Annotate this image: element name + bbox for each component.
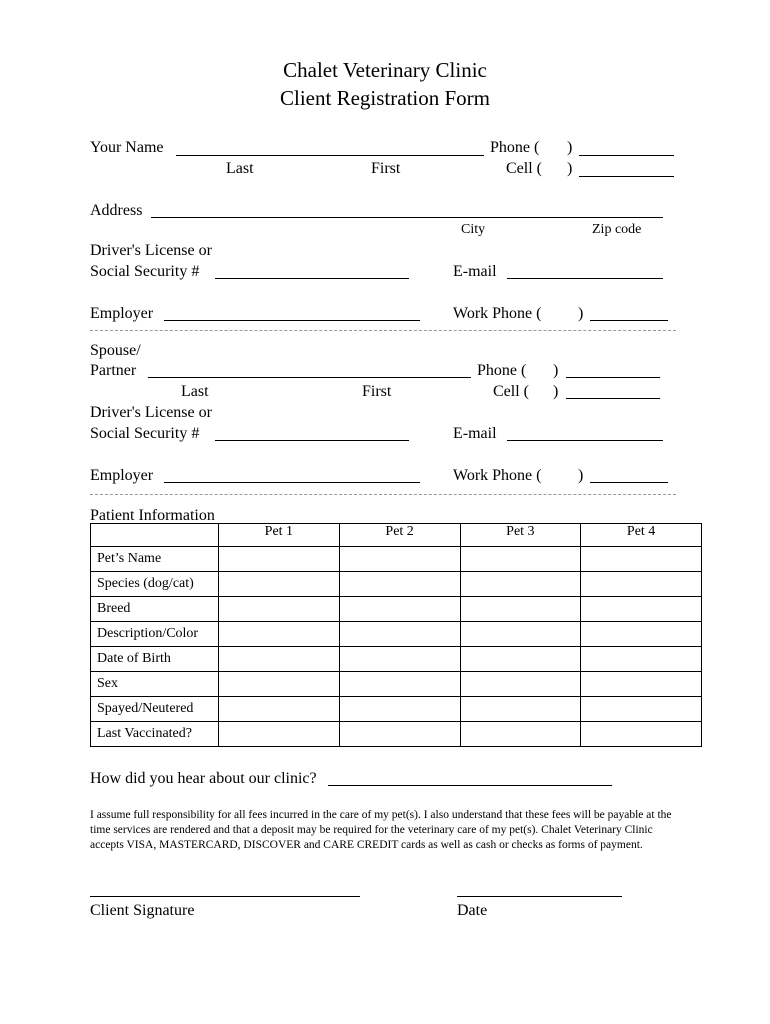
table-cell[interactable] <box>339 572 460 597</box>
spouse-employer-field[interactable] <box>164 482 420 483</box>
employer-label: Employer <box>90 305 154 322</box>
license-label-line1: Driver's License or <box>90 242 212 259</box>
spouse-name-field[interactable] <box>148 377 471 378</box>
table-row <box>91 572 702 597</box>
table-cell[interactable] <box>339 697 460 722</box>
table-cell[interactable] <box>219 547 340 572</box>
table-cell[interactable] <box>219 647 340 672</box>
spouse-email-field[interactable] <box>507 440 663 441</box>
phone-field[interactable] <box>579 155 674 156</box>
cell-paren-close: ) <box>567 160 573 177</box>
spouse-phone-label: Phone ( <box>477 362 527 379</box>
table-cell[interactable] <box>460 547 581 572</box>
table-cell[interactable] <box>460 647 581 672</box>
referral-question: How did you hear about our clinic? <box>90 770 317 787</box>
spouse-cell-paren-close: ) <box>553 383 559 400</box>
date-label: Date <box>457 902 488 919</box>
table-cell[interactable] <box>581 647 702 672</box>
column-header-pet-4: Pet 4 <box>581 524 702 547</box>
spouse-license-label-line2: Social Security # <box>90 425 200 442</box>
zip-label: Zip code <box>592 222 642 237</box>
address-label: Address <box>90 202 143 219</box>
work-phone-paren-close: ) <box>578 305 584 322</box>
row-label-last-vaccinated: Last Vaccinated? <box>91 722 219 747</box>
last-name-label: Last <box>226 160 254 177</box>
section-divider <box>90 494 676 495</box>
table-cell[interactable] <box>581 722 702 747</box>
column-header-pet-2: Pet 2 <box>339 524 460 547</box>
table-row <box>91 622 702 647</box>
table-cell[interactable] <box>219 722 340 747</box>
table-cell[interactable] <box>460 597 581 622</box>
table-cell[interactable] <box>581 622 702 647</box>
table-cell[interactable] <box>581 672 702 697</box>
email-label: E-mail <box>453 263 497 280</box>
table-row <box>91 647 702 672</box>
table-cell[interactable] <box>581 697 702 722</box>
work-phone-label: Work Phone ( <box>453 305 542 322</box>
table-cell[interactable] <box>339 622 460 647</box>
address-field[interactable] <box>151 217 663 218</box>
row-label-spayed-neutered: Spayed/Neutered <box>91 697 219 722</box>
city-label: City <box>461 222 486 237</box>
row-label-breed: Breed <box>91 597 219 622</box>
table-cell[interactable] <box>219 597 340 622</box>
spouse-first-label: First <box>362 383 392 400</box>
client-signature-label: Client Signature <box>90 902 195 919</box>
spouse-employer-label: Employer <box>90 467 154 484</box>
row-label-species: Species (dog/cat) <box>91 572 219 597</box>
table-cell[interactable] <box>339 647 460 672</box>
row-label-description: Description/Color <box>91 622 219 647</box>
column-header-pet-1: Pet 1 <box>219 524 340 547</box>
table-cell[interactable] <box>339 597 460 622</box>
table-cell[interactable] <box>219 572 340 597</box>
spouse-phone-paren-close: ) <box>553 362 559 379</box>
row-label-sex: Sex <box>91 672 219 697</box>
table-cell[interactable] <box>581 572 702 597</box>
work-phone-field[interactable] <box>590 320 668 321</box>
table-cell[interactable] <box>219 622 340 647</box>
form-title: Chalet Veterinary Clinic <box>283 58 487 82</box>
table-cell[interactable] <box>460 572 581 597</box>
table-cell[interactable] <box>339 672 460 697</box>
row-label-pet-name: Pet’s Name <box>91 547 219 572</box>
form-subtitle: Client Registration Form <box>280 86 490 110</box>
spouse-work-phone-label: Work Phone ( <box>453 467 542 484</box>
table-cell[interactable] <box>581 547 702 572</box>
patient-info-heading: Patient Information <box>90 507 215 524</box>
your-name-field[interactable] <box>176 155 484 156</box>
phone-paren-close: ) <box>567 139 573 156</box>
table-row <box>91 672 702 697</box>
disclaimer-text: I assume full responsibility for all fees incurred in the care of my pet(s). I also understand that these fees will be payable at the time services are rendered and that a deposit may be required for the veterinary care of my pet(s). Chalet Veterinary Clinic accepts VISA, MASTERCARD, DISCOVER and CARE CREDIT cards as well as cash or checks as forms of payment. <box>90 809 672 851</box>
your-name-label: Your Name <box>90 139 164 156</box>
table-cell[interactable] <box>460 672 581 697</box>
first-name-label: First <box>371 160 401 177</box>
spouse-license-field[interactable] <box>215 440 409 441</box>
column-header-pet-3: Pet 3 <box>460 524 581 547</box>
section-divider <box>90 330 676 331</box>
table-cell[interactable] <box>460 622 581 647</box>
row-label-date-of-birth: Date of Birth <box>91 647 219 672</box>
spouse-work-phone-paren-close: ) <box>578 467 584 484</box>
client-signature-line[interactable] <box>90 896 360 897</box>
table-cell[interactable] <box>460 697 581 722</box>
table-cell[interactable] <box>219 697 340 722</box>
table-cell[interactable] <box>339 722 460 747</box>
license-label-line2: Social Security # <box>90 263 200 280</box>
table-cell[interactable] <box>581 597 702 622</box>
email-field[interactable] <box>507 278 663 279</box>
table-cell[interactable] <box>219 672 340 697</box>
spouse-phone-field[interactable] <box>566 377 660 378</box>
spouse-email-label: E-mail <box>453 425 497 442</box>
table-row <box>91 547 702 572</box>
license-field[interactable] <box>215 278 409 279</box>
table-corner-cell <box>91 524 219 547</box>
spouse-label-line2: Partner <box>90 362 137 379</box>
spouse-last-label: Last <box>181 383 209 400</box>
table-row <box>91 697 702 722</box>
table-header-row <box>91 524 702 547</box>
spouse-cell-field[interactable] <box>566 398 660 399</box>
cell-label: Cell ( <box>506 160 542 177</box>
date-line[interactable] <box>457 896 622 897</box>
spouse-label-line1: Spouse/ <box>90 342 141 359</box>
employer-field[interactable] <box>164 320 420 321</box>
referral-field[interactable] <box>328 785 612 786</box>
spouse-cell-label: Cell ( <box>493 383 529 400</box>
cell-field[interactable] <box>579 176 674 177</box>
patient-table <box>90 523 702 747</box>
spouse-license-label-line1: Driver's License or <box>90 404 212 421</box>
table-cell[interactable] <box>460 722 581 747</box>
phone-label: Phone ( <box>490 139 540 156</box>
table-row <box>91 597 702 622</box>
table-cell[interactable] <box>339 547 460 572</box>
spouse-work-phone-field[interactable] <box>590 482 668 483</box>
table-row <box>91 722 702 747</box>
